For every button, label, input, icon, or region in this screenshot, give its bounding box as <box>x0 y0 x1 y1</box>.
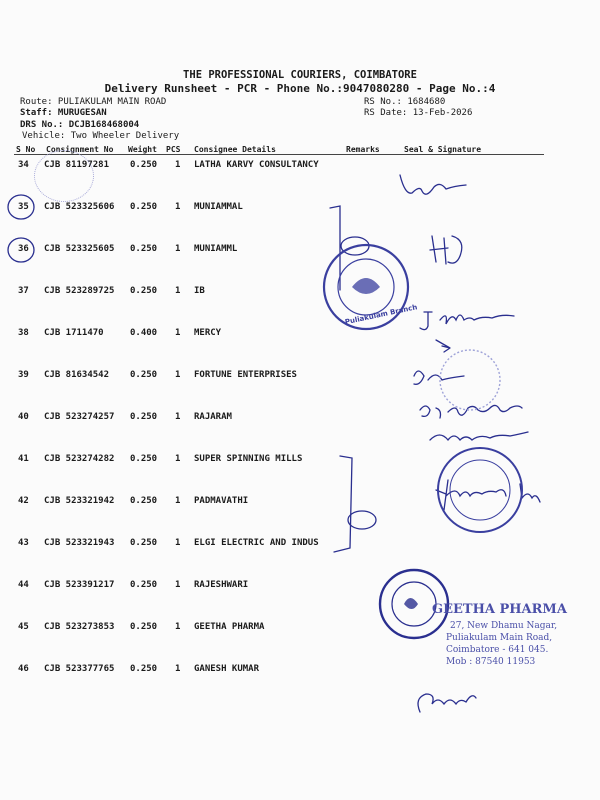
row-weight: 0.250 <box>130 580 158 590</box>
pharma-address-stamp <box>432 602 568 667</box>
row-sno: 40 <box>18 412 29 422</box>
written-phone-row40 <box>420 405 522 418</box>
runsheet-title: Delivery Runsheet - PCR - Phone No.:9047080280 - Page No.:4 <box>104 82 496 95</box>
col-consignee: Consignee Details <box>194 145 276 154</box>
row-sno: 45 <box>18 622 29 632</box>
row-consignment-no: CJB 523274282 <box>44 454 115 464</box>
row-consignee: GEETHA PHARMA <box>194 622 265 632</box>
signature-row39 <box>414 371 464 384</box>
row-consignment-no: CJB 523325606 <box>44 202 115 212</box>
row-consignee: RAJESHWARI <box>194 580 249 590</box>
faint-stamp-row39 <box>440 350 500 410</box>
row-weight: 0.250 <box>130 538 158 548</box>
row-consignment-no: CJB 81197281 <box>44 160 110 170</box>
col-seal-signature: Seal & Signature <box>404 145 482 154</box>
row-sno: 41 <box>18 454 29 464</box>
bank-stamp-branch: Puliakulam Branch <box>344 303 419 327</box>
pharma-stamp-address-3: Coimbatore - 641 045. <box>446 645 549 655</box>
row-consignment-no: CJB 523321942 <box>44 496 115 506</box>
staff-label: Staff: MURUGESAN <box>20 108 107 118</box>
company-stamp-row42 <box>438 448 522 532</box>
row-sno: 46 <box>18 664 29 674</box>
pharma-stamp-address-1: 27, New Dhamu Nagar, <box>450 621 558 631</box>
row-consignment-no: CJB 523274257 <box>44 412 115 422</box>
row-pcs: 1 <box>175 412 181 422</box>
row-sno: 35 <box>18 202 29 212</box>
col-pcs: PCS <box>166 145 181 154</box>
row-consignee: ELGI ELECTRIC AND INDUS <box>194 538 319 548</box>
row-consignee: GANESH KUMAR <box>194 664 260 674</box>
arrow-mark-row38 <box>436 340 450 352</box>
signature-row37 <box>420 312 514 330</box>
row-pcs: 1 <box>175 202 181 212</box>
row-consignment-no: CJB 81634542 <box>44 370 110 380</box>
row-consignment-no: CJB 523273853 <box>44 622 115 632</box>
drs-number: DRS No.: DCJB168468004 <box>20 120 140 130</box>
col-weight: Weight <box>128 145 157 154</box>
row-consignee: FORTUNE ENTERPRISES <box>194 370 297 380</box>
row-sno: 38 <box>18 328 29 338</box>
row-pcs: 1 <box>175 160 181 170</box>
row-sno: 37 <box>18 286 29 296</box>
row35-circle-mark <box>8 195 34 219</box>
row-consignment-no: CJB 523321943 <box>44 538 115 548</box>
signature-row42 <box>436 480 540 510</box>
row-weight: 0.250 <box>130 286 158 296</box>
row-weight: 0.250 <box>130 664 158 674</box>
row-consignment-no: CJB 523325605 <box>44 244 115 254</box>
row-consignee: MERCY <box>194 328 222 338</box>
row-pcs: 1 <box>175 286 181 296</box>
signature-row40 <box>430 432 528 440</box>
row-consignment-no: CJB 1711470 <box>44 328 104 338</box>
signature-row35-36 <box>430 236 462 264</box>
bank-stamp <box>324 245 418 329</box>
remarks-bracket-top <box>330 206 340 290</box>
row-sno: 44 <box>18 580 29 590</box>
row-sno: 34 <box>18 160 29 170</box>
row-weight: 0.250 <box>130 370 158 380</box>
col-remarks: Remarks <box>346 145 380 154</box>
row-sno: 43 <box>18 538 29 548</box>
row-consignment-no: CJB 523289725 <box>44 286 115 296</box>
row-consignment-no: CJB 523377765 <box>44 664 115 674</box>
row-pcs: 1 <box>175 370 181 380</box>
pharma-stamp-name: GEETHA PHARMA <box>432 602 567 617</box>
rs-date: RS Date: 13-Feb-2026 <box>364 108 473 118</box>
col-consignment: Consignment No <box>46 145 114 154</box>
signature-row34 <box>400 175 466 194</box>
row-pcs: 1 <box>175 454 181 464</box>
row-consignee: SUPER SPINNING MILLS <box>194 454 303 464</box>
row-consignment-no: CJB 523391217 <box>44 580 115 590</box>
pharma-stamp-address-2: Puliakulam Main Road, <box>446 633 553 643</box>
row-consignee: IB <box>194 286 205 296</box>
rs-number: RS No.: 1684680 <box>364 97 446 107</box>
row-pcs: 1 <box>175 622 181 632</box>
row-weight: 0.250 <box>130 244 158 254</box>
route-label: Route: PULIAKULAM MAIN ROAD <box>20 97 167 107</box>
row-consignee: PADMAVATHI <box>194 496 249 506</box>
row-weight: 0.250 <box>130 496 158 506</box>
row-consignee: LATHA KARVY CONSULTANCY <box>194 160 319 170</box>
signature-row46 <box>418 694 476 712</box>
remarks-bracket-bottom <box>334 456 352 552</box>
row-pcs: 1 <box>175 580 181 590</box>
row-consignee: MUNIAMMAL <box>194 202 243 212</box>
row-weight: 0.250 <box>130 454 158 464</box>
col-sno: S No <box>16 145 36 154</box>
row-weight: 0.250 <box>130 202 158 212</box>
row-weight: 0.250 <box>130 622 158 632</box>
row-consignee: MUNIAMML <box>194 244 238 254</box>
row-sno: 39 <box>18 370 29 380</box>
row-pcs: 1 <box>175 496 181 506</box>
vehicle-label: Vehicle: Two Wheeler Delivery <box>22 131 180 141</box>
row-consignee: RAJARAM <box>194 412 232 422</box>
row-weight: 0.250 <box>130 412 158 422</box>
row-sno: 42 <box>18 496 29 506</box>
row-weight: 0.250 <box>130 160 158 170</box>
company-name: THE PROFESSIONAL COURIERS, COIMBATORE <box>183 69 417 81</box>
row-pcs: 1 <box>175 244 181 254</box>
pharma-stamp-mob: Mob : 87540 11953 <box>446 657 536 667</box>
row-sno: 36 <box>18 244 29 254</box>
remarks-loop-bottom <box>348 511 376 529</box>
row-pcs: 1 <box>175 538 181 548</box>
row36-circle-mark <box>8 238 34 262</box>
row-pcs: 1 <box>175 328 181 338</box>
row-pcs: 1 <box>175 664 181 674</box>
row-weight: 0.400 <box>130 328 158 338</box>
